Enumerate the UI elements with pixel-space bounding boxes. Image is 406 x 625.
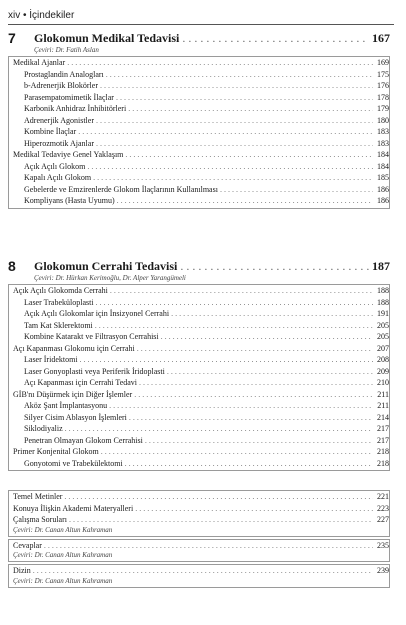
entry-page: 178 <box>377 92 389 102</box>
entry-label: Prostaglandin Analogları <box>24 69 104 79</box>
entry-page: 207 <box>377 343 389 353</box>
leader-dots <box>96 297 373 308</box>
chapter-title: Glokomun Cerrahi Tedavisi <box>34 259 178 273</box>
toc-entry[interactable] <box>13 308 389 320</box>
leader-dots <box>109 400 373 411</box>
entry-label: Laser Trabeküloplasti <box>24 297 94 307</box>
entries-box <box>8 539 390 563</box>
toc-entry[interactable] <box>13 423 389 435</box>
toc-entry[interactable] <box>13 458 389 470</box>
entry-page: 210 <box>377 378 389 387</box>
entry-label: Laser Gonyoplasti veya Periferik İridoplasti <box>24 366 165 376</box>
leader-dots <box>95 320 373 331</box>
toc-entry[interactable] <box>13 320 389 332</box>
entries-box <box>8 56 390 209</box>
leader-dots <box>110 285 373 296</box>
entry-label: Konuya İlişkin Akademi Materyalleri <box>13 503 134 513</box>
chapter-8 <box>8 258 390 471</box>
section-translator: Çeviri: Dr. Canan Altun Kahraman <box>13 576 113 585</box>
entry-label: Karbonik Anhidraz İnhibitörleri <box>24 104 127 113</box>
chapter-heading <box>8 30 390 46</box>
leader-dots <box>33 565 373 576</box>
leader-dots <box>117 195 373 206</box>
entry-label: Çalışma Soruları <box>13 515 67 524</box>
entry-label: Kapalı Açılı Glokom <box>24 173 92 182</box>
entry-page: 186 <box>377 196 389 205</box>
entry-label: Medikal Tedaviye Genel Yaklaşım <box>13 150 124 159</box>
entries-box <box>8 490 390 537</box>
chapter-7 <box>8 30 390 209</box>
toc-entry[interactable] <box>13 184 389 196</box>
entry-page: 239 <box>377 566 389 575</box>
entry-page: 211 <box>377 389 389 399</box>
entry-label: Kombine Katarakt ve Filtrasyon Cerrahisi <box>24 332 159 341</box>
leader-dots <box>69 514 373 525</box>
chapter-translator: Çeviri: Dr. Fatih Aslan <box>34 46 99 54</box>
chapter-page: 167 <box>372 31 390 45</box>
entry-label: Siklodiyaliz <box>24 424 63 433</box>
toc-entry[interactable] <box>13 161 389 173</box>
entry-label: Gonyotomi ve Trabekülektomi <box>24 458 123 468</box>
chapter-page: 187 <box>372 259 390 273</box>
chapter-title-row[interactable] <box>34 31 390 46</box>
back-matter <box>8 490 390 590</box>
entry-page: 179 <box>377 104 389 113</box>
leader-dots <box>171 308 373 319</box>
leader-dots <box>67 57 373 68</box>
toc-entry[interactable] <box>13 412 389 424</box>
entry-label: Aköz Şant İmplantasyonu <box>24 401 108 410</box>
chapter-number: 8 <box>8 258 16 274</box>
entry-label: Açık Açılı Glokomlar için İnsizyonel Cerrahi <box>24 309 170 318</box>
entry-page: 205 <box>377 320 389 330</box>
entry-page: 221 <box>377 492 389 501</box>
toc-entry[interactable] <box>13 377 389 389</box>
leader-dots <box>125 149 373 160</box>
entry-label: Adrenerjik Agonistler <box>24 115 94 125</box>
entry-page: 191 <box>377 309 389 318</box>
entry-page: 227 <box>377 515 389 524</box>
entry-label: Gebelerde ve Emzirenlerde Glokom İlaçlarının Kullanılması <box>24 184 218 194</box>
toc-entry[interactable] <box>13 366 389 378</box>
entry-page: 217 <box>377 435 389 445</box>
leader-dots <box>78 126 373 137</box>
leader-dots <box>80 354 373 365</box>
entry-page: 180 <box>377 115 389 125</box>
leader-dots <box>182 31 369 46</box>
leader-dots <box>65 423 373 434</box>
running-head: xiv • İçindekiler <box>8 10 75 21</box>
leader-dots <box>137 343 373 354</box>
entry-page: 183 <box>377 127 389 136</box>
back-group-1 <box>8 490 390 537</box>
toc-entry[interactable] <box>13 354 389 366</box>
entry-label: Kombine İlaçlar <box>24 127 77 136</box>
leader-dots <box>145 435 373 446</box>
toc-entry[interactable] <box>13 80 389 92</box>
entry-label: Açık Açılı Glokom <box>24 161 86 171</box>
entry-page: 184 <box>377 161 389 171</box>
toc-entry[interactable] <box>13 195 389 207</box>
entry-page: 208 <box>377 355 389 364</box>
entry-page: 175 <box>377 69 389 79</box>
entry-label: Penetran Olmayan Glokom Cerrahisi <box>24 435 143 445</box>
entry-page: 169 <box>377 58 389 67</box>
chapter-heading <box>8 258 390 274</box>
entry-label: Cevaplar <box>13 540 42 550</box>
entry-page: 205 <box>377 332 389 341</box>
toc-entry[interactable] <box>13 435 389 447</box>
entry-label: Hiperozmotik Ajanlar <box>24 138 94 148</box>
leader-dots <box>161 331 373 342</box>
entry-page: 188 <box>377 286 389 295</box>
entry-page: 218 <box>377 447 389 456</box>
entry-page: 185 <box>377 173 389 182</box>
section-translator: Çeviri: Dr. Canan Altun Kahraman <box>13 525 113 534</box>
toc-entry[interactable] <box>13 565 389 577</box>
leader-dots <box>93 172 373 183</box>
entry-page: 184 <box>377 150 389 159</box>
entry-page: 176 <box>377 81 389 90</box>
toc-entry[interactable] <box>13 285 389 297</box>
entry-label: Kompliyans (Hasta Uyumu) <box>24 196 115 205</box>
leader-dots <box>125 458 373 469</box>
leader-dots <box>116 92 373 103</box>
chapter-number: 7 <box>8 30 16 46</box>
toc-entry[interactable] <box>13 446 389 458</box>
leader-dots <box>139 377 373 388</box>
toc-entry[interactable] <box>13 343 389 355</box>
toc-entry[interactable] <box>13 115 389 127</box>
toc-entry[interactable] <box>13 540 389 552</box>
toc-entry[interactable] <box>13 149 389 161</box>
entry-page: 183 <box>377 138 389 148</box>
leader-dots <box>96 138 373 149</box>
toc-entry[interactable] <box>13 69 389 81</box>
entry-page: 186 <box>377 184 389 194</box>
entry-label: GİB'nı Düşürmek için Diğer İşlemler <box>13 389 133 399</box>
entry-label: Parasempatomimetik İlaçlar <box>24 92 114 102</box>
toc-entry[interactable] <box>13 491 389 503</box>
header-rule <box>8 24 394 25</box>
leader-dots <box>134 389 373 400</box>
entries-box <box>8 284 390 471</box>
toc-entry[interactable] <box>13 297 389 309</box>
leader-dots <box>96 115 373 126</box>
toc-entry[interactable] <box>13 172 389 184</box>
toc-entry[interactable] <box>13 514 389 526</box>
entry-label: Medikal Ajanlar <box>13 58 66 67</box>
back-cevaplar <box>8 539 390 563</box>
toc-entry[interactable] <box>13 103 389 115</box>
leader-dots <box>87 161 373 172</box>
toc-entry[interactable] <box>13 400 389 412</box>
entry-page: 218 <box>377 458 389 468</box>
entry-label: Açık Açılı Glokomda Cerrahi <box>13 286 108 295</box>
entry-page: 235 <box>377 540 389 550</box>
leader-dots <box>101 446 373 457</box>
toc-entry[interactable] <box>13 331 389 343</box>
entry-page: 214 <box>377 412 389 422</box>
entry-page: 211 <box>377 401 389 410</box>
toc-entry[interactable] <box>13 92 389 104</box>
leader-dots <box>100 80 373 91</box>
entry-label: Silyer Cisim Ablasyon İşlemleri <box>24 412 127 422</box>
leader-dots <box>44 540 373 551</box>
leader-dots <box>128 103 373 114</box>
leader-dots <box>220 184 373 195</box>
entry-label: Açı Kapanması için Cerrahi Tedavi <box>24 378 138 387</box>
leader-dots <box>129 412 373 423</box>
chapter-title-row[interactable] <box>34 259 390 274</box>
entry-page: 217 <box>377 424 389 433</box>
leader-dots <box>64 491 373 502</box>
entry-label: Açı Kapanması Glokomu için Cerrahi <box>13 343 135 353</box>
toc-entry[interactable] <box>13 503 389 515</box>
toc-entry[interactable] <box>13 138 389 150</box>
entry-page: 188 <box>377 297 389 307</box>
toc-entry[interactable] <box>13 57 389 69</box>
section-translator: Çeviri: Dr. Canan Altun Kahraman <box>13 551 113 559</box>
entry-page: 209 <box>377 366 389 376</box>
entry-label: Tam Kat Sklerektomi <box>24 320 93 330</box>
entry-label: Dizin <box>13 566 31 575</box>
leader-dots <box>167 366 373 377</box>
leader-dots <box>180 259 369 274</box>
entry-label: b-Adrenerjik Blokörler <box>24 81 98 90</box>
back-dizin <box>8 564 390 588</box>
entry-label: Primer Konjenital Glokom <box>13 447 99 456</box>
chapter-translator: Çeviri: Dr. Hürkan Kerimoğlu, Dr. Alper Yarangümeli <box>34 274 186 282</box>
chapter-title: Glokomun Medikal Tedavisi <box>34 31 180 45</box>
leader-dots <box>135 503 373 514</box>
entry-label: Temel Metinler <box>13 492 63 501</box>
entry-page: 223 <box>377 503 389 513</box>
entries-box <box>8 564 390 588</box>
toc-entry[interactable] <box>13 389 389 401</box>
entry-label: Laser İridektomi <box>24 355 78 364</box>
leader-dots <box>106 69 373 80</box>
toc-entry[interactable] <box>13 126 389 138</box>
